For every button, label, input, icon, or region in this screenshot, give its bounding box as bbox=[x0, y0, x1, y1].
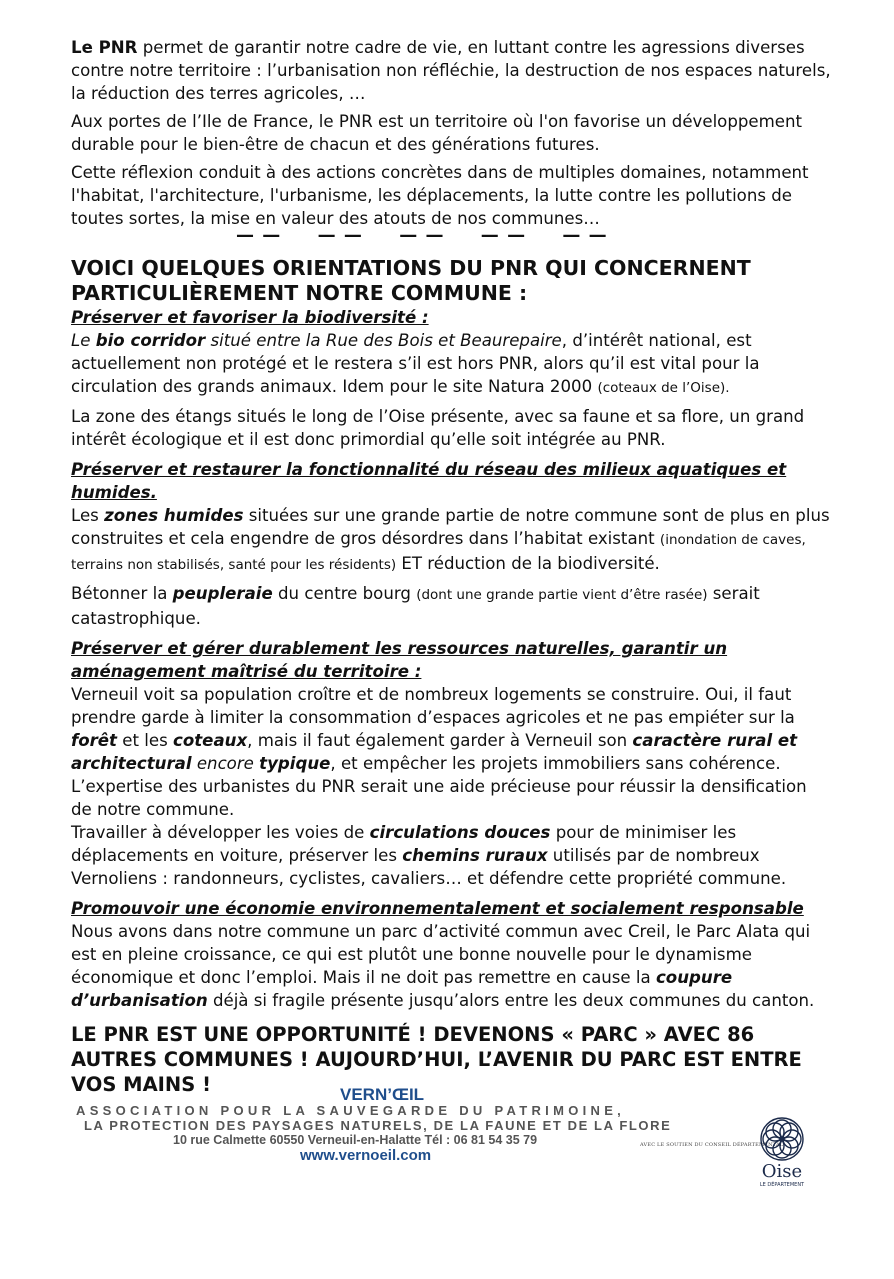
logo-subtitle: LE DÉPARTEMENT bbox=[759, 1182, 805, 1188]
italic-text: Le bbox=[71, 331, 96, 350]
logo-wordmark: Oise bbox=[761, 1161, 803, 1182]
verneuil-paragraph bbox=[71, 683, 831, 775]
paragraph-text: , d’intérêt national, est actuellement non protégé et le restera s’il est hors PNR, alors qu’il est vital pour la circulation des grands animaux. Idem pour le site Natura 2000 bbox=[71, 331, 760, 396]
paragraph-text: situées sur une grande partie de notre commune sont de plus en plus construites et cela engendre de gros désordres dans l’habitat existant bbox=[71, 506, 830, 548]
small-text: (coteaux de l’Oise). bbox=[597, 380, 730, 396]
intro-text: permet de garantir notre cadre de vie, en luttant contre les agressions diverses contre notre territoire : l’urbanisation non réfléchie, la destruction de nos espaces naturels, la réduction des terres agricoles, … bbox=[71, 38, 831, 103]
paragraph-text: ET réduction de la biodiversité. bbox=[396, 554, 660, 573]
dash-separator: — — — — — — — — — — bbox=[236, 225, 608, 246]
conclusion-heading: LE PNR EST UNE OPPORTUNITÉ ! DEVENONS « PARC » AVEC 86 AUTRES COMMUNES ! AUJOURD’HUI, L’AVENIR DU PARC EST ENTRE VOS MAINS ! bbox=[71, 1023, 802, 1096]
small-text: (dont une grande partie vient d’être rasée) bbox=[416, 587, 708, 603]
parc-alata-paragraph bbox=[71, 920, 831, 1012]
footer-line-1: ASSOCIATION POUR LA SAUVEGARDE DU PATRIMOINE, bbox=[76, 1103, 626, 1118]
typique-term: typique bbox=[259, 754, 331, 773]
paragraph-text: Bétonner la bbox=[71, 584, 173, 603]
zones-humides-term: zones humides bbox=[104, 506, 244, 525]
coupure-urbanisation-term: coupure d’urbanisation bbox=[71, 968, 733, 1010]
section-ressources-title: Préserver et gérer durablement les ressources naturelles, garantir un aménagement maîtrisé du territoire : bbox=[71, 639, 728, 681]
paragraph-text: Nous avons dans notre commune un parc d’activité commun avec Creil, le Parc Alata qui est en pleine croissance, ce qui est plutôt une bonne nouvelle pour le dynamisme économique et donc l’emploi. Mais il ne doit pas remettre en cause la bbox=[71, 922, 811, 987]
pnr-label: Le PNR bbox=[71, 38, 138, 57]
footer-line-2: LA PROTECTION DES PAYSAGES NATURELS, DE LA FAUNE ET DE LA FLORE bbox=[84, 1118, 672, 1133]
bio-corridor-term: bio corridor bbox=[95, 331, 206, 350]
org-name: VERN’ŒIL bbox=[340, 1085, 425, 1104]
paragraph-text: , et empêcher les projets immobiliers sans cohérence. bbox=[330, 754, 781, 773]
caractere-rural-term: caractère rural et architectural bbox=[71, 731, 798, 773]
paragraph-text: utilisés par de nombreux Vernoliens : randonneurs, cyclistes, cavaliers… et défendre cette propriété commune. bbox=[71, 846, 787, 888]
italic-text: situé entre la Rue des Bois et Beaurepaire bbox=[205, 331, 562, 350]
peupleraie-paragraph bbox=[71, 582, 831, 630]
italic-text: encore bbox=[191, 754, 260, 773]
paragraph-text: du centre bourg bbox=[272, 584, 417, 603]
paragraph-text: déjà si fragile présente jusqu’alors entre les deux communes du canton. bbox=[207, 991, 815, 1010]
oise-logo bbox=[752, 1115, 812, 1189]
document-body bbox=[71, 36, 831, 1097]
section-economie-title: Promouvoir une économie environnementalement et socialement responsable bbox=[71, 899, 804, 918]
circulations-douces-term: circulations douces bbox=[369, 823, 551, 842]
paragraph-text: et les bbox=[117, 731, 174, 750]
footer-address: 10 rue Calmette 60550 Verneuil-en-Halatte Tél : 06 81 54 35 79 bbox=[173, 1133, 538, 1147]
small-text: (inondation de caves, terrains non stabilisés, santé pour les résidents) bbox=[71, 532, 806, 573]
paragraph-text: pour de minimiser les déplacements en voiture, préserver les bbox=[71, 823, 737, 865]
orientations-heading: VOICI QUELQUES ORIENTATIONS DU PNR QUI CONCERNENT PARTICULIÈREMENT NOTRE COMMUNE : bbox=[71, 256, 751, 305]
paragraph-text: serait catastrophique. bbox=[71, 584, 760, 628]
bio-corridor-paragraph bbox=[71, 329, 831, 400]
paragraph-text: Les bbox=[71, 506, 105, 525]
section-biodiversite-title: Préserver et favoriser la biodiversité : bbox=[71, 308, 429, 327]
zones-humides-paragraph bbox=[71, 504, 831, 577]
intro-paragraph bbox=[71, 36, 831, 105]
oise-emblem-icon bbox=[752, 1115, 812, 1189]
paragraph-text: Travailler à développer les voies de bbox=[71, 823, 370, 842]
coteaux-term: coteaux bbox=[173, 731, 248, 750]
peupleraie-term: peupleraie bbox=[172, 584, 273, 603]
paragraph-text: , mais il faut également garder à Verneuil son bbox=[247, 731, 633, 750]
paragraph-reflexion: Cette réflexion conduit à des actions concrètes dans de multiples domaines, notamment l'habitat, l'architecture, l'urbanisme, les déplacements, la lutte contre les pollutions de toutes sortes, la mise en valeur des atouts de nos communes… bbox=[71, 163, 809, 228]
circulations-paragraph bbox=[71, 821, 831, 890]
foret-term: forêt bbox=[71, 731, 117, 750]
paragraph-ile-de-france: Aux portes de l’Ile de France, le PNR est un territoire où l'on favorise un développement durable pour le bien-être de chacun et des générations futures. bbox=[71, 112, 803, 154]
support-text: AVEC LE SOUTIEN DU CONSEIL DÉPARTEMENTAL bbox=[640, 1142, 784, 1148]
expertise-paragraph: L’expertise des urbanistes du PNR serait une aide précieuse pour réussir la densification de notre commune. bbox=[71, 777, 807, 819]
chemins-ruraux-term: chemins ruraux bbox=[402, 846, 548, 865]
etangs-paragraph: La zone des étangs situés le long de l’Oise présente, avec sa faune et sa flore, un grand intérêt écologique et il est donc primordial qu’elle soit intégrée au PNR. bbox=[71, 407, 805, 449]
paragraph-text: Verneuil voit sa population croître et de nombreux logements se construire. Oui, il faut prendre garde à limiter la consommation d’espaces agricoles et ne pas empiéter sur la bbox=[71, 685, 795, 727]
website-link[interactable]: www.vernoeil.com bbox=[300, 1147, 432, 1164]
section-milieux-aquatiques-title: Préserver et restaurer la fonctionnalité du réseau des milieux aquatiques et humides. bbox=[71, 460, 787, 502]
